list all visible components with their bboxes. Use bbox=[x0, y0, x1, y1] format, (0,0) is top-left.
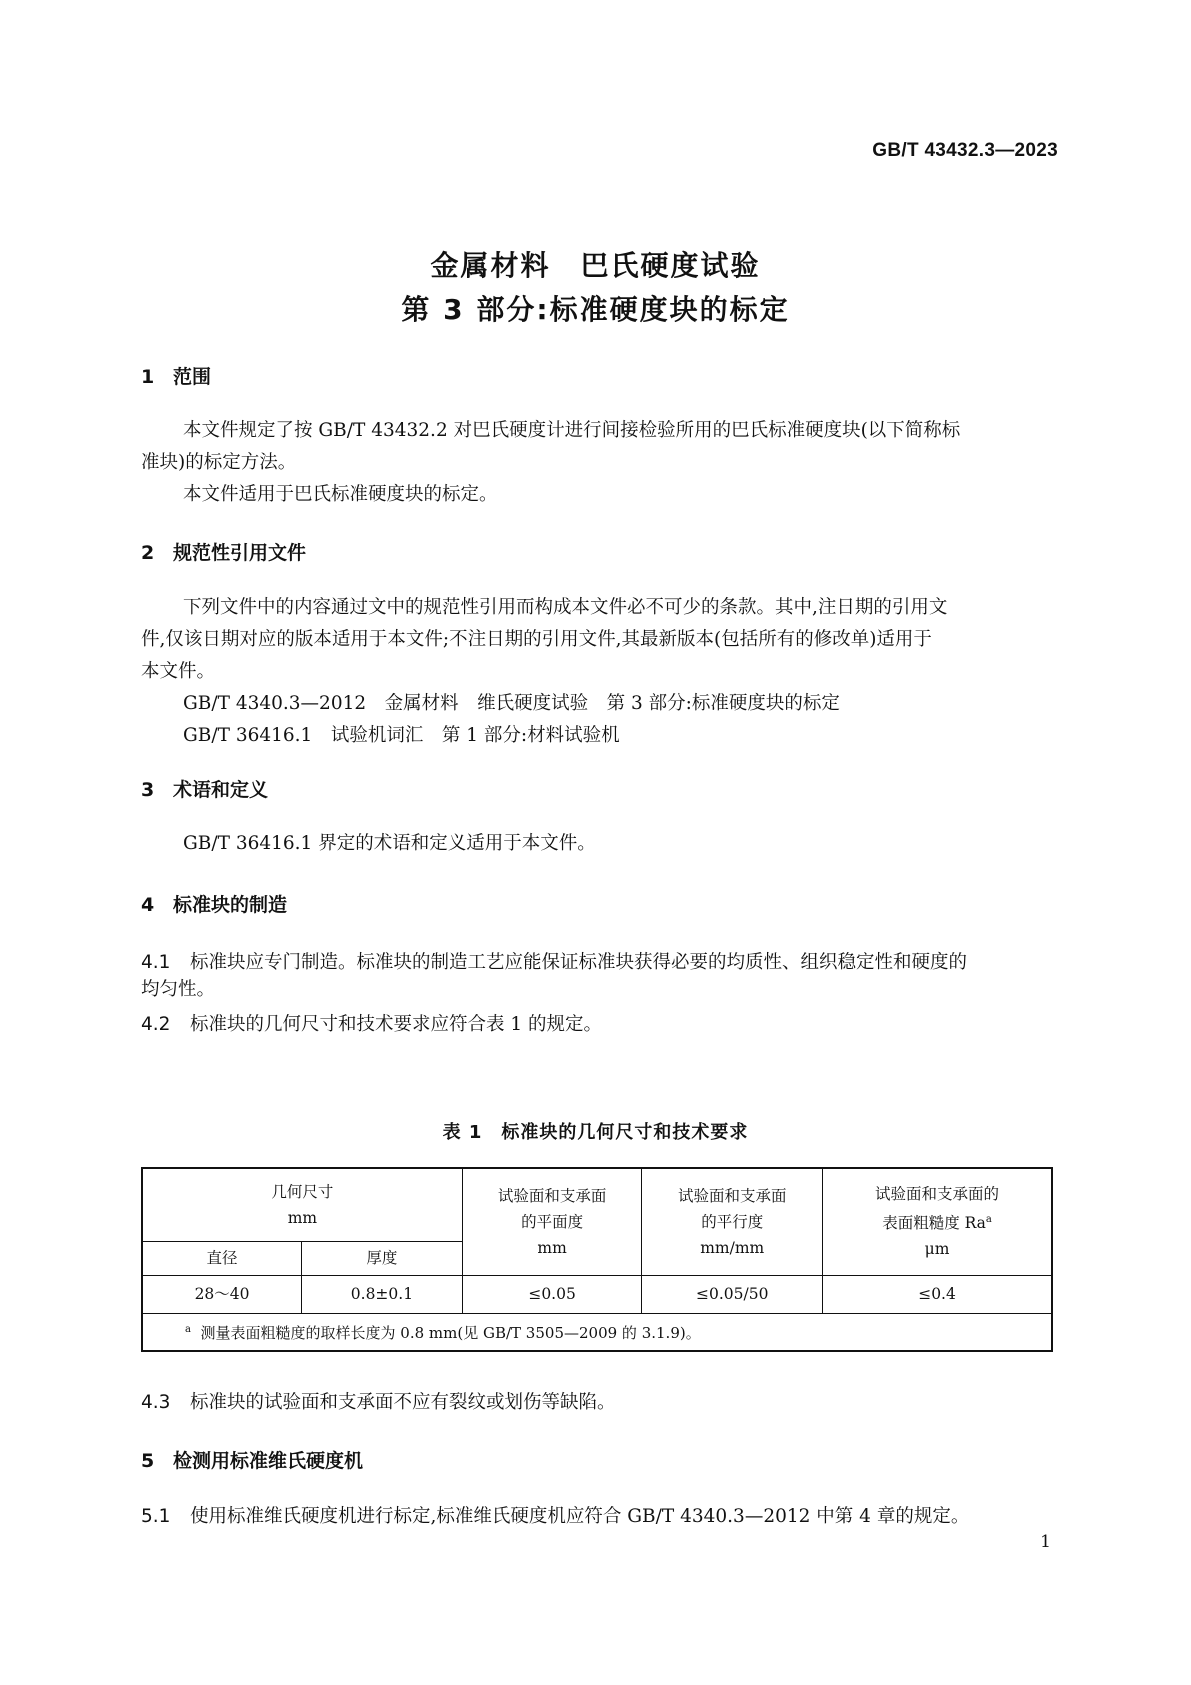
section-title: 术语和定义 bbox=[173, 779, 269, 801]
section-title: 规范性引用文件 bbox=[173, 542, 307, 564]
section-number: 3 bbox=[141, 779, 155, 801]
header-unit: mm bbox=[287, 1208, 318, 1227]
section-number: 1 bbox=[141, 366, 155, 388]
cell-parallelism: ≤0.05/50 bbox=[642, 1275, 823, 1313]
header-unit: mm bbox=[537, 1238, 567, 1257]
s2-reference-2: GB/T 36416.1 试验机词汇 第 1 部分:材料试验机 bbox=[183, 725, 620, 746]
cell-flatness: ≤0.05 bbox=[462, 1275, 642, 1313]
clause-number: 4.3 bbox=[141, 1392, 171, 1413]
table-footnote bbox=[142, 1313, 1052, 1351]
header-text: 的平面度 bbox=[521, 1212, 584, 1231]
table-row bbox=[142, 1275, 1052, 1313]
clause-number: 4.2 bbox=[141, 1014, 171, 1035]
table-header-row bbox=[142, 1168, 1052, 1241]
s2-para-line3: 本文件。 bbox=[141, 661, 216, 682]
header-text bbox=[823, 1207, 1051, 1236]
clause-4-1 bbox=[141, 948, 967, 974]
spec-table bbox=[141, 1167, 1053, 1352]
section-number: 4 bbox=[141, 894, 155, 916]
header-flatness bbox=[462, 1168, 642, 1275]
page-number: 1 bbox=[1040, 1532, 1051, 1552]
header-text: 表面粗糙度 Ra bbox=[882, 1214, 986, 1233]
header-text: 试验面和支承面的 bbox=[875, 1185, 1000, 1204]
header-unit: μm bbox=[924, 1240, 950, 1259]
section-number: 5 bbox=[141, 1450, 155, 1472]
clause-text: 标准块的几何尺寸和技术要求应符合表 1 的规定。 bbox=[190, 1014, 603, 1035]
header-thickness: 厚度 bbox=[302, 1241, 463, 1275]
header-geometry bbox=[142, 1168, 462, 1241]
s2-para-line1: 下列文件中的内容通过文中的规范性引用而构成本文件必不可少的条款。其中,注日期的引用文 bbox=[183, 597, 948, 618]
header-text: 试验面和支承面 bbox=[677, 1186, 787, 1205]
clause-4-1-line2: 均匀性。 bbox=[141, 979, 216, 1000]
s3-para: GB/T 36416.1 界定的术语和定义适用于本文件。 bbox=[183, 833, 596, 854]
s1-para2: 本文件适用于巴氏标准硬度块的标定。 bbox=[183, 484, 498, 505]
document-title-line2: 第 3 部分:标准硬度块的标定 bbox=[401, 293, 790, 326]
section-2-heading bbox=[141, 538, 306, 565]
clause-4-2 bbox=[141, 1010, 602, 1036]
section-number: 2 bbox=[141, 542, 155, 564]
header-roughness bbox=[823, 1168, 1052, 1275]
standard-number: GB/T 43432.3—2023 bbox=[872, 140, 1058, 161]
section-title: 检测用标准维氏硬度机 bbox=[173, 1450, 364, 1472]
footnote-marker: a bbox=[985, 1214, 992, 1226]
clause-text: 标准块应专门制造。标准块的制造工艺应能保证标准块获得必要的均质性、组织稳定性和硬度的 bbox=[190, 952, 968, 973]
header-diameter: 直径 bbox=[142, 1241, 302, 1275]
footnote-marker: a bbox=[185, 1324, 191, 1336]
document-title-line1: 金属材料 巴氏硬度试验 bbox=[430, 249, 761, 282]
clause-number: 5.1 bbox=[141, 1506, 171, 1527]
clause-number: 4.1 bbox=[141, 952, 171, 973]
header-parallelism bbox=[642, 1168, 823, 1275]
s2-para-line2: 件,仅该日期对应的版本适用于本文件;不注日期的引用文件,其最新版本(包括所有的修改单)适用于 bbox=[141, 629, 932, 650]
clause-text: 使用标准维氏硬度机进行标定,标准维氏硬度机应符合 GB/T 4340.3—2012 中第 4 章的规定。 bbox=[190, 1506, 970, 1527]
cell-thickness: 0.8±0.1 bbox=[302, 1275, 463, 1313]
section-5-heading bbox=[141, 1446, 363, 1473]
section-title: 范围 bbox=[173, 366, 212, 388]
section-3-heading bbox=[141, 775, 268, 802]
header-text: 几何尺寸 bbox=[271, 1182, 334, 1201]
clause-4-3 bbox=[141, 1388, 616, 1414]
section-1-heading bbox=[141, 362, 211, 389]
s1-para1-line1: 本文件规定了按 GB/T 43432.2 对巴氏硬度计进行间接检验所用的巴氏标准硬度块(以下简称标 bbox=[183, 420, 961, 441]
cell-roughness: ≤0.4 bbox=[823, 1275, 1052, 1313]
clause-5-1 bbox=[141, 1502, 969, 1528]
table-footnote-row bbox=[142, 1313, 1052, 1351]
table-caption: 表 1 标准块的几何尺寸和技术要求 bbox=[442, 1122, 749, 1143]
s2-reference-1: GB/T 4340.3—2012 金属材料 维氏硬度试验 第 3 部分:标准硬度块的标定 bbox=[183, 693, 840, 714]
header-text: 试验面和支承面 bbox=[497, 1186, 607, 1205]
s1-para1-line2: 准块)的标定方法。 bbox=[141, 452, 297, 473]
header-unit: mm/mm bbox=[700, 1238, 765, 1257]
header-text: 的平行度 bbox=[701, 1212, 764, 1231]
section-title: 标准块的制造 bbox=[173, 894, 288, 916]
section-4-heading bbox=[141, 890, 287, 917]
footnote-text: 测量表面粗糙度的取样长度为 0.8 mm(见 GB/T 3505—2009 的 3.1.9)。 bbox=[200, 1324, 701, 1343]
clause-text: 标准块的试验面和支承面不应有裂纹或划伤等缺陷。 bbox=[190, 1392, 616, 1413]
cell-diameter: 28～40 bbox=[142, 1275, 302, 1313]
